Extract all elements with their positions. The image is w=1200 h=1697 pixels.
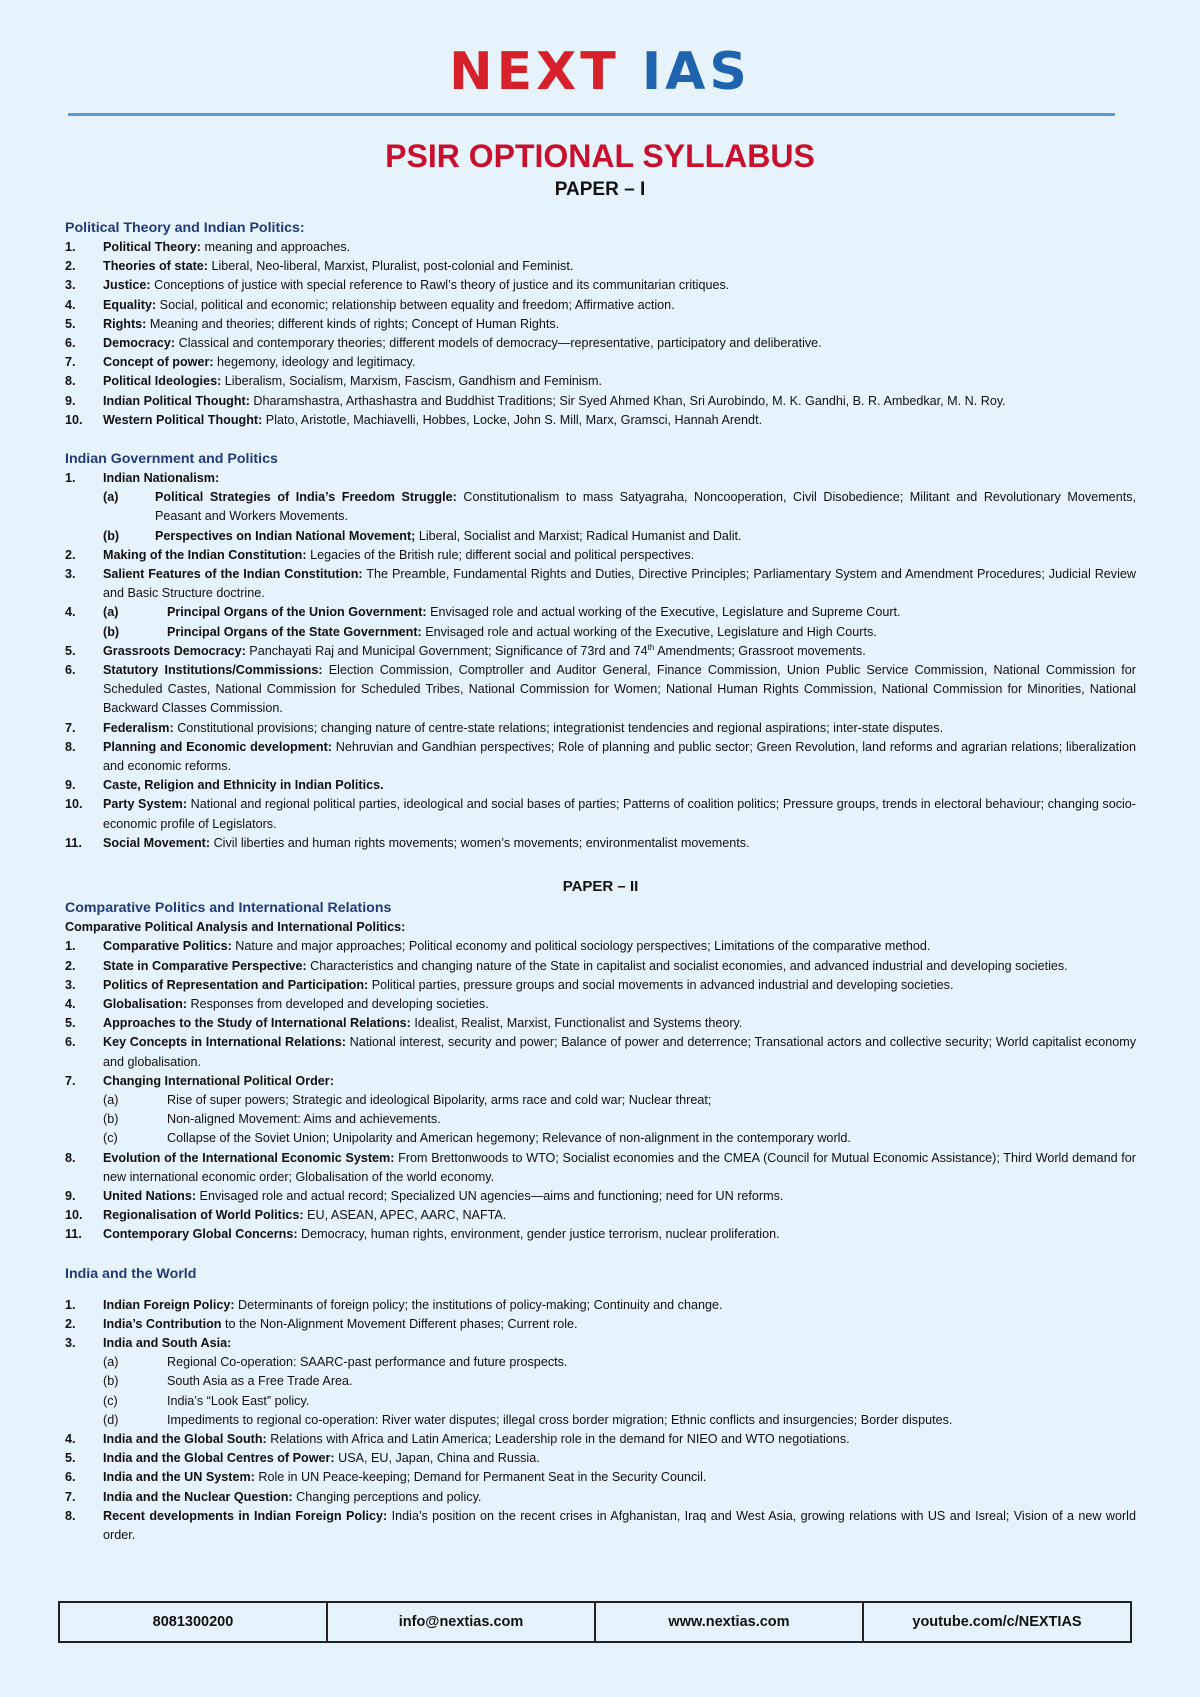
list-item: 3. Justice: Conceptions of justice with special reference to Rawl’s theory of justice and its communitarian critiques. [65, 278, 730, 293]
list-item: 10. Regionalisation of World Politics: EU, ASEAN, APEC, AARC, NAFTA. [65, 1208, 507, 1223]
sub-list-item: (a) Rise of super powers; Strategic and ideological Bipolarity, arms race and cold war; Nuclear threat; [103, 1092, 712, 1107]
list-item: 6. Key Concepts in International Relations: National interest, security and power; Balance of power and deterrence; Transational actors and collective security; World capitalist economy and globalisation. [65, 1035, 1136, 1069]
footer-youtube-link[interactable]: youtube.com/c/NEXTIAS [862, 1603, 1130, 1641]
footer-email-link[interactable]: info@nextias.com [326, 1603, 594, 1641]
list-item: 7. Federalism: Constitutional provisions; changing nature of centre-state relations; integrationist tendencies and regional aspirations; inter-state disputes. [65, 720, 944, 735]
list-item: 8. Planning and Economic development: Nehruvian and Gandhian perspectives; Role of planning and public sector; Green Revolution, land reforms and agrarian relations; liberalization and economic reforms. [65, 739, 1136, 774]
list-item: 10. Party System: National and regional political parties, ideological and social bases of parties; Patterns of coalition politics; Pressure groups, trends in electoral behaviour; changing socio-economic profile of Legislators. [65, 797, 1136, 831]
list-item: 5. Rights: Meaning and theories; different kinds of rights; Concept of Human Rights. [65, 316, 560, 331]
sub-list-item: (b) Perspectives on Indian National Movement; Liberal, Socialist and Marxist; Radical Humanist and Dalit. [103, 528, 742, 543]
list-item: 1. Comparative Politics: Nature and major approaches; Political economy and political sociology perspectives; Limitations of the comparative method. [65, 939, 931, 954]
list-item: 7. India and the Nuclear Question: Changing perceptions and policy. [65, 1489, 482, 1504]
list-item: 6. Democracy: Classical and contemporary theories; different models of democracy—representative, participatory and deliberative. [65, 336, 822, 351]
list-item: 1. Indian Foreign Policy: Determinants of foreign policy; the institutions of policy-making; Continuity and change. [65, 1297, 723, 1312]
list-item: 8. Evolution of the International Economic System: From Brettonwoods to WTO; Socialist economies and the CMEA (Council for Mutual Economic Assistance); Third World demand for new international economic order; Globalisation of the world economy. [65, 1150, 1136, 1184]
list-item: 3. Politics of Representation and Participation: Political parties, pressure groups and social movements in advanced industrial and developing societies. [65, 977, 954, 992]
section-heading-political-theory: Political Theory and Indian Politics: [65, 220, 305, 236]
header-divider [68, 113, 1115, 116]
list-item: 8. Recent developments in Indian Foreign Policy: India’s position on the recent crises in Afghanistan, Iraq and West Asia, growing relations with US and Isreal; Vision of a new world order. [65, 1508, 1136, 1542]
list-item: 11. Social Movement: Civil liberties and human rights movements; women’s movements; environmentalist movements. [65, 835, 750, 850]
list-item: 6. Statutory Institutions/Commissions: Election Commission, Comptroller and Auditor General, Finance Commission, Union Public Service Commission, National Commission for Scheduled Castes, National Commission for Scheduled Tribes, National Commission for Women; National Human Rights Commission, National Commission for Minorities, National Backward Classes Commission. [65, 663, 1136, 716]
section-heading-indian-government: Indian Government and Politics [65, 451, 278, 468]
syllabus-body [65, 218, 1136, 1545]
sub-list-item: (b) Non-aligned Movement: Aims and achievements. [103, 1112, 441, 1127]
footer-phone[interactable]: 8081300200 [152, 1614, 234, 1630]
contact-footer [58, 1601, 1132, 1643]
political-theory-list [65, 238, 1136, 430]
list-item: 6. India and the UN System: Role in UN Peace-keeping; Demand for Permanent Seat in the Security Council. [65, 1470, 707, 1485]
list-item: 1. Indian Nationalism: [65, 471, 220, 486]
list-item: 8. Political Ideologies: Liberalism, Socialism, Marxism, Fascism, Gandhism and Feminism. [65, 374, 602, 389]
sub-list-item: 4. (a) Principal Organs of the Union Government: Envisaged role and actual working of the Executive, Legislature and Supreme Court. [65, 605, 901, 620]
sub-list-item: (b) Principal Organs of the State Government: Envisaged role and actual working of the Executive, Legislature and High Courts. [103, 624, 877, 639]
nextias-logo [0, 42, 1200, 102]
sub-list-item: (c) Collapse of the Soviet Union; Unipolarity and American hegemony; Relevance of non-alignment in the contemporary world. [103, 1131, 851, 1146]
list-item: 4. India and the Global South: Relations with Africa and Latin America; Leadership role in the demand for NIEO and WTO negotiations. [65, 1431, 850, 1446]
page-title: PSIR OPTIONAL SYLLABUS [385, 138, 815, 174]
list-item: 5. Grassroots Democracy: Panchayati Raj and Municipal Government; Significance of 73rd and 74th Amendments; Grassroot movements. [65, 642, 866, 658]
section-heading-india-and-world: India and the World [65, 1265, 197, 1282]
sub-list-item: (c) India’s “Look East” policy. [103, 1393, 310, 1408]
list-item: 9. United Nations: Envisaged role and actual record; Specialized UN agencies—aims and functioning; need for UN reforms. [65, 1188, 784, 1203]
sub-list-item: (a) Political Strategies of India’s Freedom Struggle: Constitutionalism to mass Satyagraha, Noncooperation, Civil Disobedience; Militant and Revolutionary Movements, Peasant and Workers Movements. [103, 490, 1136, 524]
subsection-heading: Comparative Political Analysis and International Politics: [65, 920, 406, 935]
section-heading-comparative-politics: Comparative Politics and International Relations [65, 900, 392, 917]
list-item: 4. Equality: Social, political and economic; relationship between equality and freedom; Affirmative action. [65, 297, 675, 312]
list-item: 9. Indian Political Thought: Dharamshastra, Arthashastra and Buddhist Traditions; Sir Syed Ahmed Khan, Sri Aurobindo, M. K. Gandhi, B. R. Ambedkar, M. N. Roy. [65, 393, 1006, 408]
paper-2-label: PAPER – II [562, 878, 639, 896]
list-item: 2. Making of the Indian Constitution: Legacies of the British rule; different social and political perspectives. [65, 547, 695, 562]
list-item: 2. India’s Contribution to the Non-Alignment Movement Different phases; Current role. [65, 1316, 578, 1331]
list-item: 3. Salient Features of the Indian Constitution: The Preamble, Fundamental Rights and Duties, Directive Principles; Parliamentary System and Amendment Procedures; Judicial Review and Basic Structure doctrine. [65, 567, 1136, 601]
list-item: 5. India and the Global Centres of Power: USA, EU, Japan, China and Russia. [65, 1451, 540, 1466]
paper-1-label: PAPER – I [554, 179, 646, 200]
list-item: 10. Western Political Thought: Plato, Aristotle, Machiavelli, Hobbes, Locke, John S. Mill, Marx, Gramsci, Hannah Arendt. [65, 412, 763, 427]
list-item: 3. India and South Asia: [65, 1335, 232, 1350]
list-item: 1. Political Theory: meaning and approaches. [65, 240, 351, 254]
sub-list-item: (b) South Asia as a Free Trade Area. [103, 1374, 353, 1389]
list-item: 5. Approaches to the Study of International Relations: Idealist, Realist, Marxist, Functionalist and Systems theory. [65, 1016, 743, 1031]
list-item: 9. Caste, Religion and Ethnicity in Indian Politics. [65, 778, 384, 793]
list-item: 11. Contemporary Global Concerns: Democracy, human rights, environment, gender justice terrorism, nuclear proliferation. [65, 1227, 780, 1242]
sub-list-item: (d) Impediments to regional co-operation: River water disputes; illegal cross border migration; Ethnic conflicts and insurgencies; Border disputes. [103, 1412, 953, 1427]
list-item: 7. Concept of power: hegemony, ideology and legitimacy. [65, 355, 416, 370]
list-item: 2. Theories of state: Liberal, Neo-liberal, Marxist, Pluralist, post-colonial and Feminist. [65, 259, 574, 274]
logo-ias-text: IAS [641, 42, 751, 102]
list-item: 2. State in Comparative Perspective: Characteristics and changing nature of the State in capitalist and socialist economies, and advanced industrial and developing societies. [65, 958, 1068, 973]
list-item: 4. Globalisation: Responses from developed and developing societies. [65, 996, 489, 1011]
logo-next-text: NEXT [449, 42, 620, 102]
footer-website-link[interactable]: www.nextias.com [594, 1603, 862, 1641]
list-item: 7. Changing International Political Order: [65, 1073, 334, 1088]
sub-list-item: (a) Regional Co-operation: SAARC-past performance and future prospects. [103, 1355, 568, 1370]
